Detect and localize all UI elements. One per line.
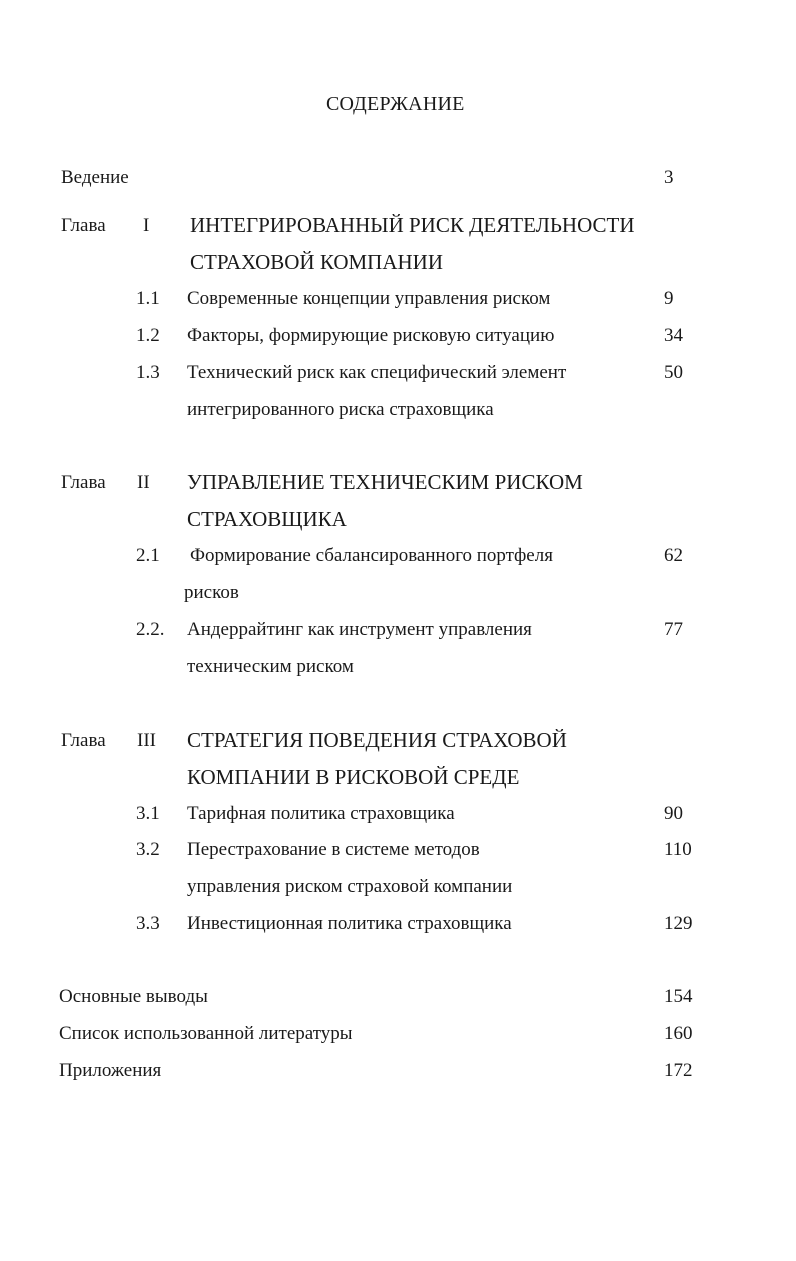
section-1-1-number: 1.1 (136, 288, 160, 309)
chapter-2-number: II (137, 472, 150, 493)
toc-conclusions-label: Основные выводы (59, 986, 208, 1007)
chapter-1-number: I (143, 215, 150, 236)
chapter-3-title-line-2: КОМПАНИИ В РИСКОВОЙ СРЕДЕ (187, 765, 520, 789)
section-2-2-title-line-1: Андеррайтинг как инструмент управления (187, 619, 532, 640)
section-1-1-title: Современные концепции управления риском (187, 288, 551, 309)
section-1-2-page: 34 (664, 325, 683, 346)
section-2-1-number: 2.1 (136, 545, 160, 566)
chapter-2-title-line-2: СТРАХОВЩИКА (187, 507, 347, 531)
section-3-1-page: 90 (664, 803, 683, 824)
section-3-2-title-line-2: управления риском страховой компании (187, 876, 513, 897)
toc-intro-label: Ведение (61, 167, 129, 188)
chapter-3-title-line-1: СТРАТЕГИЯ ПОВЕДЕНИЯ СТРАХОВОЙ (187, 728, 567, 752)
section-3-3-page: 129 (664, 913, 693, 934)
chapter-1-title-line-1: ИНТЕГРИРОВАННЫЙ РИСК ДЕЯТЕЛЬНОСТИ (190, 213, 635, 237)
section-2-2-page: 77 (664, 619, 683, 640)
toc-appendices-label: Приложения (59, 1060, 162, 1081)
section-2-1-title-line-1: Формирование сбалансированного портфеля (190, 545, 553, 566)
toc-references-label: Список использованной литературы (59, 1023, 353, 1044)
page-title: СОДЕРЖАНИЕ (326, 93, 465, 115)
chapter-2-title-line-1: УПРАВЛЕНИЕ ТЕХНИЧЕСКИМ РИСКОМ (187, 470, 583, 494)
section-1-3-title-line-2: интегрированного риска страховщика (187, 399, 494, 420)
section-2-2-number: 2.2. (136, 619, 165, 640)
toc-references-page: 160 (664, 1023, 693, 1044)
toc-appendices-page: 172 (664, 1060, 693, 1081)
chapter-1-label: Глава (61, 215, 106, 236)
section-2-2-title-line-2: техническим риском (187, 656, 354, 677)
chapter-2-label: Глава (61, 472, 106, 493)
section-3-1-number: 3.1 (136, 803, 160, 824)
toc-intro-page: 3 (664, 167, 674, 188)
toc-conclusions-page: 154 (664, 986, 693, 1007)
section-1-2-number: 1.2 (136, 325, 160, 346)
section-1-3-page: 50 (664, 362, 683, 383)
section-1-1-page: 9 (664, 288, 674, 309)
section-1-2-title: Факторы, формирующие рисковую ситуацию (187, 325, 555, 346)
section-2-1-title-line-2: рисков (184, 582, 239, 603)
chapter-1-title-line-2: СТРАХОВОЙ КОМПАНИИ (190, 250, 443, 274)
section-3-2-title-line-1: Перестрахование в системе методов (187, 839, 480, 860)
section-3-2-number: 3.2 (136, 839, 160, 860)
section-1-3-title-line-1: Технический риск как специфический элемент (187, 362, 567, 383)
section-3-3-title: Инвестиционная политика страховщика (187, 913, 512, 934)
chapter-3-label: Глава (61, 730, 106, 751)
section-3-3-number: 3.3 (136, 913, 160, 934)
section-2-1-page: 62 (664, 545, 683, 566)
chapter-3-number: III (137, 730, 156, 751)
section-3-1-title: Тарифная политика страховщика (187, 803, 455, 824)
section-3-2-page: 110 (664, 839, 692, 860)
section-1-3-number: 1.3 (136, 362, 160, 383)
